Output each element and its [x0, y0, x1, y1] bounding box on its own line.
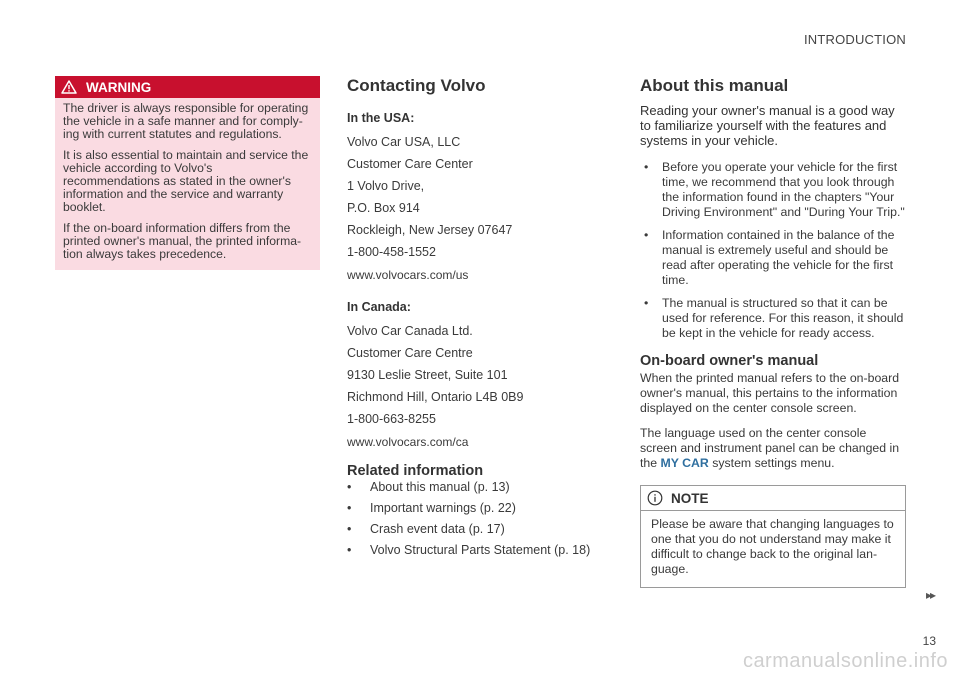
about-bullet: • Before you operate your vehicle for the first time, we recommend that you look through the information found in the chapters "Your Driving Environment" and "During Your Trip." — [640, 160, 906, 220]
usa-heading: In the USA: — [347, 111, 415, 125]
related-link-item[interactable]: • Volvo Structural Parts Statement (p. 18) — [347, 544, 597, 557]
about-title: About this manual — [640, 76, 789, 95]
canada-phone: 1-800-663-8255 — [347, 412, 436, 426]
canada-heading: In Canada: — [347, 300, 411, 314]
page-number: 13 — [922, 634, 936, 648]
canada-website-link[interactable]: www.volvocars.com/ca — [347, 435, 469, 449]
about-bullets — [640, 160, 906, 341]
contact-title: Contacting Volvo — [347, 76, 486, 95]
note-header — [641, 486, 905, 511]
canada-address-line: Richmond Hill, Ontario L4B 0B9 — [347, 390, 524, 404]
warning-paragraph: If the on-board information differs from the printed owner's manual, the printed informa-tion always takes precedence. — [63, 221, 302, 261]
usa-address-line: P.O. Box 914 — [347, 201, 420, 215]
usa-address-line: 1 Volvo Drive, — [347, 179, 425, 193]
warning-header — [55, 76, 320, 98]
about-bullet: • Information contained in the balance of the manual is extremely useful and should be read after operating the vehicle for the first time. — [640, 228, 906, 288]
warning-paragraph: The driver is always responsible for operating the vehicle in a safe manner and for comply-ing with current statutes and regulations. — [63, 101, 309, 141]
onboard-language-paragraph — [640, 426, 906, 471]
onboard-heading: On-board owner's manual — [640, 353, 819, 369]
about-intro: Reading your owner's manual is a good way to familiarize yourself with the features and systems in your vehicle. — [640, 103, 895, 148]
warning-paragraph: It is also essential to maintain and service the vehicle according to Volvo's recommendations as stated in the owner's information and the service and warranty booklet. — [63, 148, 309, 214]
warning-triangle-icon — [61, 80, 77, 94]
onboard-paragraph: When the printed manual refers to the on-board owner's manual, this pertains to the information displayed on the center console screen. — [640, 371, 900, 415]
warning-title: WARNING — [86, 79, 152, 95]
contact-section — [347, 76, 597, 565]
canada-address-line: Customer Care Centre — [347, 346, 473, 360]
related-link-item[interactable]: • Important warnings (p. 22) — [347, 502, 597, 515]
usa-address-line: Rockleigh, New Jersey 07647 — [347, 223, 513, 237]
warning-body — [55, 98, 320, 270]
usa-address-line: Volvo Car USA, LLC — [347, 135, 461, 149]
related-link-item[interactable]: • Crash event data (p. 17) — [347, 523, 597, 536]
language-text: The language used on the center console screen and instrument panel can be changed in the — [640, 426, 900, 470]
my-car-link[interactable]: MY CAR — [660, 456, 709, 470]
usa-phone: 1-800-458-1552 — [347, 245, 436, 259]
related-link-item[interactable]: • About this manual (p. 13) — [347, 481, 597, 494]
about-bullet: • The manual is structured so that it can be used for reference. For this reason, it should be kept in the vehicle for ready access. — [640, 296, 906, 341]
info-icon — [647, 490, 663, 506]
watermark: carmanualsonline.info — [742, 650, 948, 672]
about-section — [640, 76, 906, 588]
note-title: NOTE — [671, 490, 709, 506]
warning-box — [55, 76, 320, 270]
note-text: Please be aware that changing languages to one that you do not understand may make it difficult to change back to the original lan-guage. — [651, 517, 894, 576]
canada-address-line: 9130 Leslie Street, Suite 101 — [347, 368, 508, 382]
related-heading: Related information — [347, 463, 484, 479]
next-page-arrows-icon[interactable]: ▸▸ — [925, 588, 934, 602]
language-text-end: system settings menu. — [708, 456, 835, 470]
usa-website-link[interactable]: www.volvocars.com/us — [347, 268, 469, 282]
usa-address-line: Customer Care Center — [347, 157, 473, 171]
canada-address-line: Volvo Car Canada Ltd. — [347, 324, 473, 338]
related-links — [347, 481, 597, 557]
section-header: INTRODUCTION — [803, 32, 906, 47]
note-box — [640, 485, 906, 588]
